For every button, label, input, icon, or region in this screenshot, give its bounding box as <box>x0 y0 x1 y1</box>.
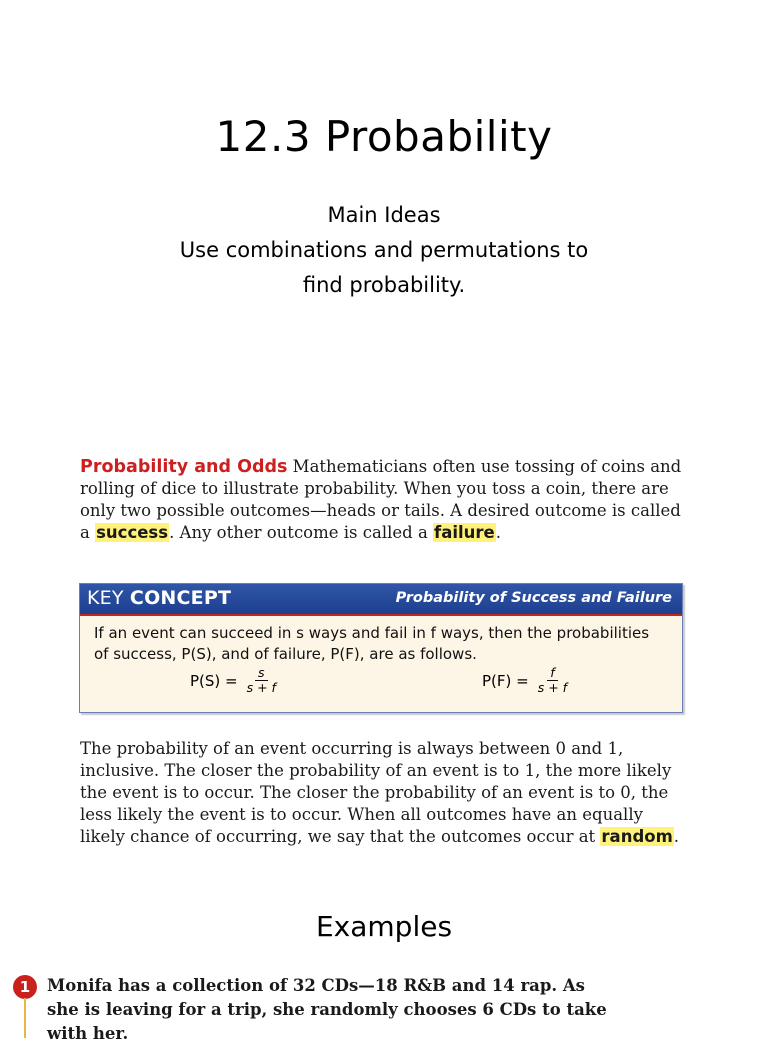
intro-text-2: . Any other outcome is called a <box>169 523 434 542</box>
formula-failure-lhs: P(F) = <box>482 671 529 690</box>
key-concept-subtitle: Probability of Success and Failure <box>395 590 672 606</box>
intro-text-1: Mathematicians often use tossing of coins and rolling of dice to illustrate probability. When you toss a coin, there are only two possible outcomes—heads or tails. A desired outcome is called a <box>80 457 682 542</box>
formula-success-denominator: s + f <box>246 680 276 695</box>
section-heading: Probability and Odds <box>80 457 288 477</box>
intro-text-3: . <box>495 523 501 542</box>
formula-success <box>190 666 279 695</box>
main-ideas-line-1: Use combinations and permutations to <box>179 238 589 262</box>
key-label-part-2: CONCEPT <box>129 587 232 609</box>
example-1-text: Monifa has a collection of 32 CDs—18 R&B and 14 rap. As she is leaving for a trip, she randomly chooses 6 CDs to take with her. <box>47 976 607 1043</box>
main-ideas <box>0 198 768 303</box>
key-concept-box <box>79 583 683 713</box>
intro-paragraph <box>80 456 690 544</box>
formula-success-lhs: P(S) = <box>190 671 238 690</box>
key-label-part-1: KEY <box>87 587 130 609</box>
key-concept-body: If an event can succeed in s ways and fail in f ways, then the probabilities of success, P(S), and of failure, P(F), are as follows. <box>94 624 650 663</box>
main-ideas-line-2: find probability. <box>302 273 466 297</box>
formula-failure-denominator: s + f <box>537 680 568 695</box>
example-number-badge: 1 <box>13 975 37 999</box>
formula-failure-numerator: f <box>547 666 557 681</box>
main-ideas-label: Main Ideas <box>327 203 441 227</box>
term-random: random <box>601 827 673 846</box>
para2-text-2: . <box>673 827 680 846</box>
term-success: success <box>96 523 169 542</box>
formula-success-numerator: s <box>255 666 268 681</box>
key-concept-label <box>87 587 231 609</box>
slide-title: 12.3 Probability <box>215 112 553 161</box>
example-bar <box>24 998 26 1038</box>
key-concept-header <box>80 584 682 616</box>
para2-text-1: The probability of an event occurring is always between 0 and 1, inclusive. The closer the probability of an event is to 1, the more likely the event is to occur. The closer the probability of an event is to 0, the less likely the event is to occur. When all outcomes have an equally likely chance of occurring, we say that the outcomes occur at <box>80 739 672 846</box>
formula-success-fraction <box>244 666 279 695</box>
term-failure: failure <box>434 523 495 542</box>
formula-failure-fraction <box>535 666 570 695</box>
formula-failure <box>482 666 570 695</box>
examples-heading: Examples <box>315 910 453 943</box>
probability-paragraph <box>80 738 690 848</box>
